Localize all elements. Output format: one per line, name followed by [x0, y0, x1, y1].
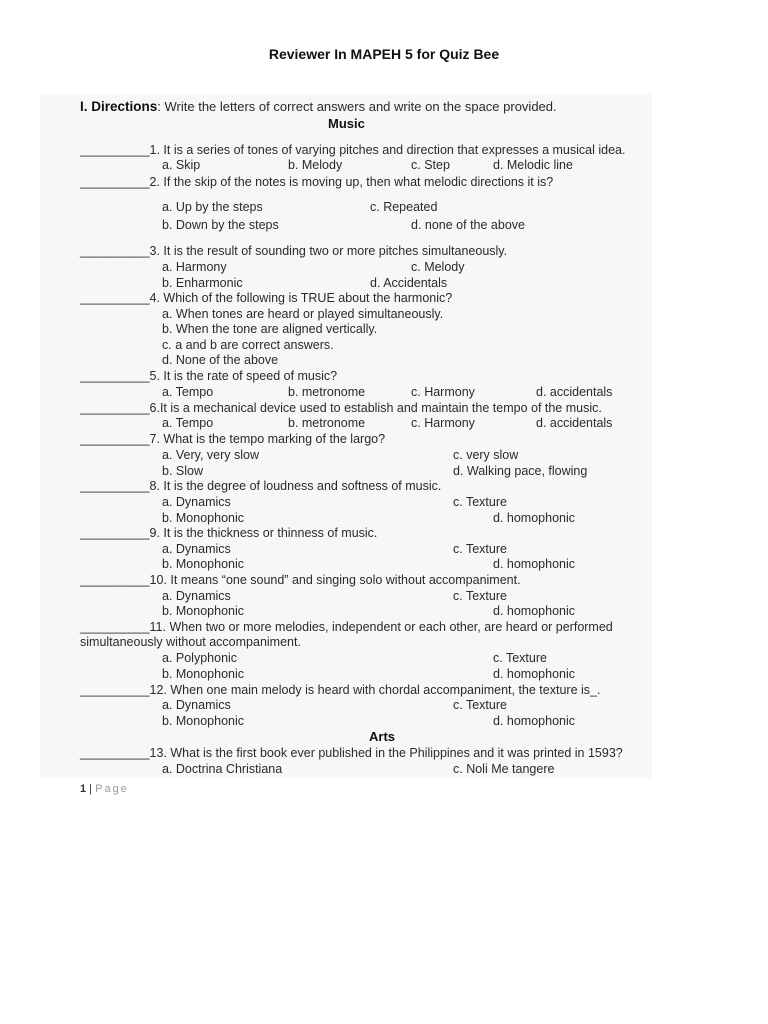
question-12-option-a: a. Dynamics [162, 698, 231, 712]
directions-label: I. Directions [80, 99, 158, 114]
question-7-stem: __________7. What is the tempo marking of the largo? [80, 432, 386, 446]
question-6-option-d: d. accidentals [536, 416, 613, 430]
question-8-option-c: c. Texture [453, 495, 507, 509]
question-4-option-c: c. a and b are correct answers. [162, 338, 334, 352]
question-13-option-c: c. Noli Me tangere [453, 762, 555, 776]
directions-line [80, 99, 557, 114]
question-3-option-b: b. Enharmonic [162, 276, 243, 290]
question-10-stem: __________10. It means “one sound” and singing solo without accompaniment. [80, 573, 521, 587]
question-12-option-b: b. Monophonic [162, 714, 245, 728]
question-8-option-a: a. Dynamics [162, 495, 231, 509]
question-1-option-c: c. Step [411, 158, 450, 172]
question-2-option-c: c. Repeated [370, 200, 438, 214]
question-12-option-d: d. homophonic [493, 714, 576, 728]
question-6-option-c: c. Harmony [411, 416, 475, 430]
question-1-stem: __________1. It is a series of tones of varying pitches and direction that expresses a musical idea. [80, 143, 626, 157]
question-11-option-c: c. Texture [493, 651, 547, 665]
question-2-option-b: b. Down by the steps [162, 218, 279, 232]
section-heading-arts: Arts [369, 729, 396, 744]
question-12-stem: __________12. When one main melody is heard with chordal accompaniment, the texture is_. [80, 683, 601, 697]
question-5-option-b: b. metronome [288, 385, 366, 399]
question-7-option-d: d. Walking pace, flowing [453, 464, 588, 478]
question-13-option-a: a. Doctrina Christiana [162, 762, 283, 776]
question-7-option-c: c. very slow [453, 448, 519, 462]
question-11-option-b: b. Monophonic [162, 667, 245, 681]
question-7-option-b: b. Slow [162, 464, 203, 478]
question-3-stem: __________3. It is the result of sounding two or more pitches simultaneously. [80, 244, 508, 258]
question-4-option-a: a. When tones are heard or played simultaneously. [162, 307, 444, 321]
question-1-option-d: d. Melodic line [493, 158, 573, 172]
question-5-option-a: a. Tempo [162, 385, 214, 399]
question-6-option-b: b. metronome [288, 416, 366, 430]
question-5-option-d: d. accidentals [536, 385, 613, 399]
page-title: Reviewer In MAPEH 5 for Quiz Bee [268, 46, 500, 62]
question-5-option-c: c. Harmony [411, 385, 475, 399]
question-11-stem-continued: simultaneously without accompaniment. [80, 635, 301, 649]
question-10-option-d: d. homophonic [493, 604, 576, 618]
question-8-option-d: d. homophonic [493, 511, 576, 525]
question-9-stem: __________9. It is the thickness or thinness of music. [80, 526, 378, 540]
question-6-stem: __________6.It is a mechanical device used to establish and maintain the tempo of the music. [80, 401, 602, 415]
question-10-option-a: a. Dynamics [162, 589, 231, 603]
section-heading-music: Music [328, 116, 365, 131]
question-13-stem: __________13. What is the first book ever published in the Philippines and it was printed in 1593? [80, 746, 623, 760]
question-2-option-a: a. Up by the steps [162, 200, 263, 214]
page-label: Page [95, 783, 129, 795]
question-4-option-b: b. When the tone are aligned vertically. [162, 322, 378, 336]
question-9-option-c: c. Texture [453, 542, 507, 556]
question-10-option-c: c. Texture [453, 589, 507, 603]
footer-separator: | [86, 783, 96, 795]
question-6-option-a: a. Tempo [162, 416, 214, 430]
question-3-option-c: c. Melody [411, 260, 465, 274]
question-1-option-b: b. Melody [288, 158, 343, 172]
question-5-stem: __________5. It is the rate of speed of music? [80, 369, 338, 383]
question-4-stem: __________4. Which of the following is TRUE about the harmonic? [80, 291, 453, 305]
question-1-option-a: a. Skip [162, 158, 201, 172]
question-2-option-d: d. none of the above [411, 218, 525, 232]
question-11-stem: __________11. When two or more melodies, independent or each other, are heard or performed [80, 620, 613, 634]
question-9-option-d: d. homophonic [493, 557, 576, 571]
question-11-option-a: a. Polyphonic [162, 651, 238, 665]
question-8-stem: __________8. It is the degree of loudness and softness of music. [80, 479, 442, 493]
question-10-option-b: b. Monophonic [162, 604, 245, 618]
question-3-option-d: d. Accidentals [370, 276, 448, 290]
question-11-option-d: d. homophonic [493, 667, 576, 681]
question-12-option-c: c. Texture [453, 698, 507, 712]
question-3-option-a: a. Harmony [162, 260, 227, 274]
question-9-option-b: b. Monophonic [162, 557, 245, 571]
question-8-option-b: b. Monophonic [162, 511, 245, 525]
question-7-option-a: a. Very, very slow [162, 448, 260, 462]
page-footer [80, 783, 129, 795]
question-2-stem: __________2. If the skip of the notes is moving up, then what melodic directions it is? [80, 175, 554, 189]
page-number: 1 [80, 783, 87, 795]
question-4-option-d: d. None of the above [162, 353, 279, 367]
question-9-option-a: a. Dynamics [162, 542, 231, 556]
directions-text: : Write the letters of correct answers and write on the space provided. [157, 99, 557, 114]
